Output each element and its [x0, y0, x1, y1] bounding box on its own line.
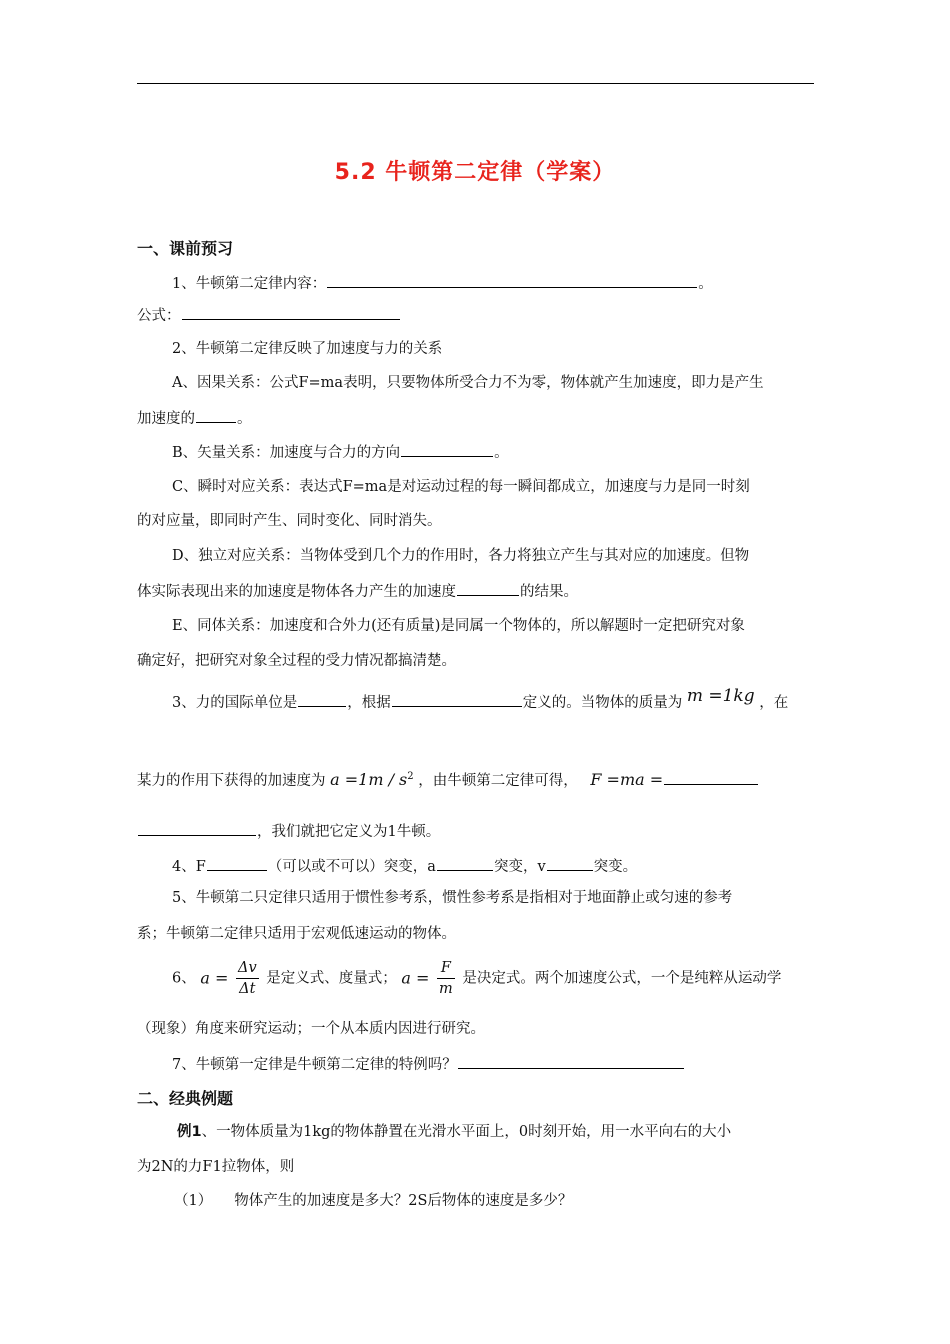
answer-blank[interactable]: [196, 408, 236, 423]
header-rule: [137, 83, 814, 84]
question-6-line1: 6、 a = $\frac{\Delta v}{\Delta t}$ 是定义式、度量式； a = $\frac{F}{m}$ 是决定式。两个加速度公式，一个是纯粹从运动学: [172, 960, 782, 997]
question-6-line2: （现象）角度来研究运动；一个从本质内因进行研究。: [137, 1021, 485, 1037]
question-3-line1: 3、力的国际单位是 ，根据 定义的。当物体的质量为 m =1kg ，在: [172, 686, 789, 711]
answer-blank[interactable]: [207, 856, 267, 871]
answer-blank[interactable]: [437, 856, 493, 871]
answer-blank[interactable]: [298, 692, 346, 707]
fraction-f-m: $\frac{F}{m}$: [439, 960, 453, 997]
answer-blank[interactable]: [458, 1054, 684, 1069]
mass-formula: m =1kg: [686, 686, 755, 706]
answer-blank[interactable]: [457, 581, 519, 596]
fraction-dv-dt: $\frac{\Delta v}{\Delta t}$: [237, 960, 257, 997]
section-heading-examples: 二、经典例题: [137, 1089, 234, 1108]
question-7: 7、牛顿第一定律是牛顿第二定律的特例吗？: [137, 1054, 685, 1075]
question-5-line2: 系；牛顿第二定律只适用于宏观低速运动的物体。: [137, 926, 456, 942]
example-1-line1: 例1、一物体质量为1kg的物体静置在光滑水平面上，0时刻开始，用一水平向右的大小: [177, 1124, 732, 1140]
answer-blank[interactable]: [182, 305, 400, 320]
question-1-formula: 公式：: [137, 305, 401, 326]
question-3-line2: 某力的作用下获得的加速度为 $a =1m / s^2$ ，由牛顿第二定律可得， F =ma =: [137, 767, 759, 791]
question-2-c-line2: 的对应量，即同时产生、同时变化、同时消失。: [137, 513, 442, 529]
section-heading-preview: 一、课前预习: [137, 239, 234, 258]
answer-blank[interactable]: [547, 856, 593, 871]
answer-blank[interactable]: [138, 821, 256, 836]
answer-blank[interactable]: [401, 442, 493, 457]
answer-blank[interactable]: [664, 770, 758, 785]
question-3-line3: ，我们就把它定义为1牛顿。: [137, 821, 440, 842]
example-1-line2: 为2N的力F1拉物体，则: [137, 1159, 295, 1175]
page-title: 5.2 牛顿第二定律（学案）: [334, 160, 616, 185]
question-2-e-line2: 确定好，把研究对象全过程的受力情况都搞清楚。: [137, 653, 456, 669]
question-2-head: 2、牛顿第二定律反映了加速度与力的关系: [172, 341, 443, 357]
question-2-d-line2: 体实际表现出来的加速度是物体各力产生的加速度 的结果。: [137, 581, 578, 602]
answer-blank[interactable]: [327, 273, 697, 288]
example-1-sub1: （1） 物体产生的加速度是多大？2S后物体的速度是多少？: [174, 1193, 573, 1209]
question-2-a-line1: A、因果关系：公式F=ma表明，只要物体所受合力不为零，物体就产生加速度，即力是产生: [172, 375, 764, 391]
question-2-b: B、矢量关系：加速度与合力的方向 。: [137, 442, 509, 463]
question-2-c-line1: C、瞬时对应关系：表达式F=ma是对运动过程的每一瞬间都成立，加速度与力是同一时刻: [172, 479, 750, 495]
acceleration-formula: a =1m / s: [330, 769, 408, 789]
question-2-d-line1: D、独立对应关系：当物体受到几个力的作用时，各力将独立产生与其对应的加速度。但物: [172, 548, 750, 564]
question-2-e-line1: E、同体关系：加速度和合外力(还有质量)是同属一个物体的，所以解题时一定把研究对象: [172, 618, 745, 634]
answer-blank[interactable]: [392, 692, 522, 707]
question-1: 1、牛顿第二定律内容： 。: [137, 273, 713, 294]
question-5-line1: 5、牛顿第二只定律只适用于惯性参考系，惯性参考系是指相对于地面静止或匀速的参考: [172, 890, 733, 906]
question-4: 4、F （可以或不可以）突变，a 突变，v 突变。: [137, 856, 637, 877]
question-2-a-line2: 加速度的 。: [137, 408, 252, 429]
force-formula: F =ma =: [590, 769, 664, 789]
